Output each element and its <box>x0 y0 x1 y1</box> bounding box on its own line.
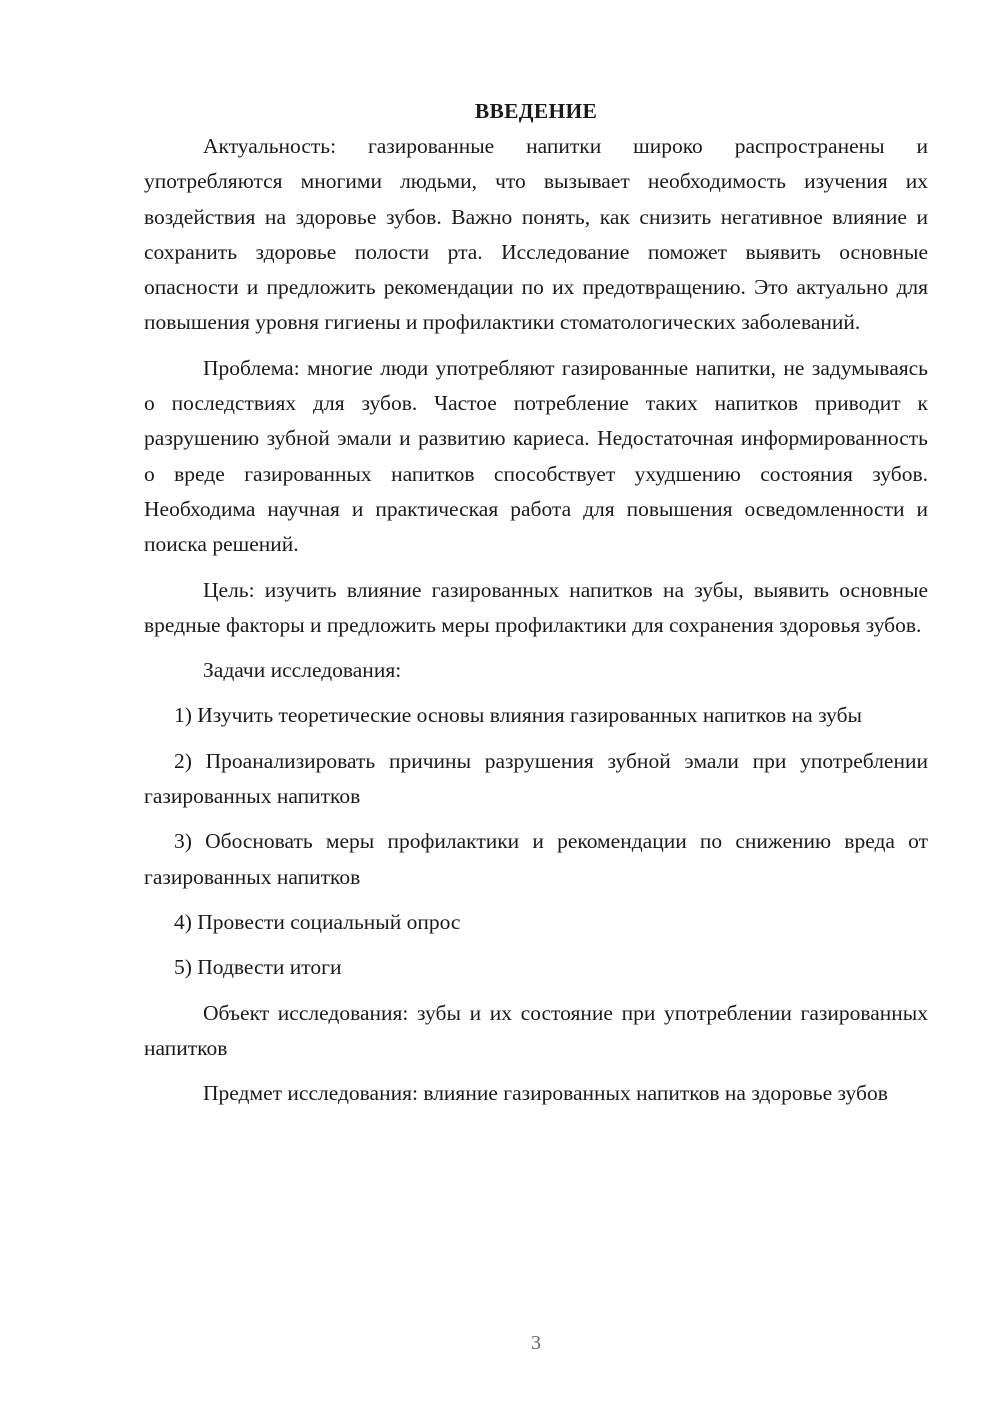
task-item-2: 2) Проанализировать причины разрушения зубной эмали при употреблении газированных напитков <box>144 748 928 809</box>
task-item-3: 3) Обосновать меры профилактики и рекомендации по снижению вреда от газированных напитков <box>144 829 928 889</box>
tasks-heading: Задачи исследования: <box>203 658 402 683</box>
relevance-paragraph: Актуальность: газированные напитки широко распространены и употребляются многими людьми, что вызывает необходимость изучения их воздействия на здоровье зубов. Важно понять, как снизить негативное влияние и сохранить здоровье полости рта. Исследование поможет выявить основные опасности и предложить рекомендации по их предотвращению. Это актуально для повышения уровня гигиены и профилактики стоматологических заболеваний. <box>144 134 928 335</box>
task-item-1: 1) Изучить теоретические основы влияния газированных напитков на зубы <box>174 703 862 728</box>
document-page <box>144 94 928 1121</box>
subject-paragraph: Предмет исследования: влияние газированных напитков на здоровье зубов <box>203 1081 888 1106</box>
object-paragraph: Объект исследования: зубы и их состояние при употреблении газированных напитков <box>144 1000 928 1060</box>
page-number: 3 <box>531 1332 541 1354</box>
problem-paragraph: Проблема: многие люди употребляют газированные напитки, не задумываясь о последствиях для зубов. Частое потребление таких напитков приводит к разрушению зубной эмали и развитию кариеса. Недостаточная информированность о вреде газированных напитков способствует ухудшению состояния зубов. Необходима научная и практическая работа для повышения осведомленности и поиска решений. <box>144 355 928 557</box>
task-item-5: 5) Подвести итоги <box>174 955 342 980</box>
section-title: ВВЕДЕНИЕ <box>474 99 598 123</box>
goal-paragraph: Цель: изучить влияние газированных напитков на зубы, выявить основные вредные факторы и предложить меры профилактики для сохранения здоровья зубов. <box>144 577 928 637</box>
task-item-4: 4) Провести социальный опрос <box>174 909 461 934</box>
